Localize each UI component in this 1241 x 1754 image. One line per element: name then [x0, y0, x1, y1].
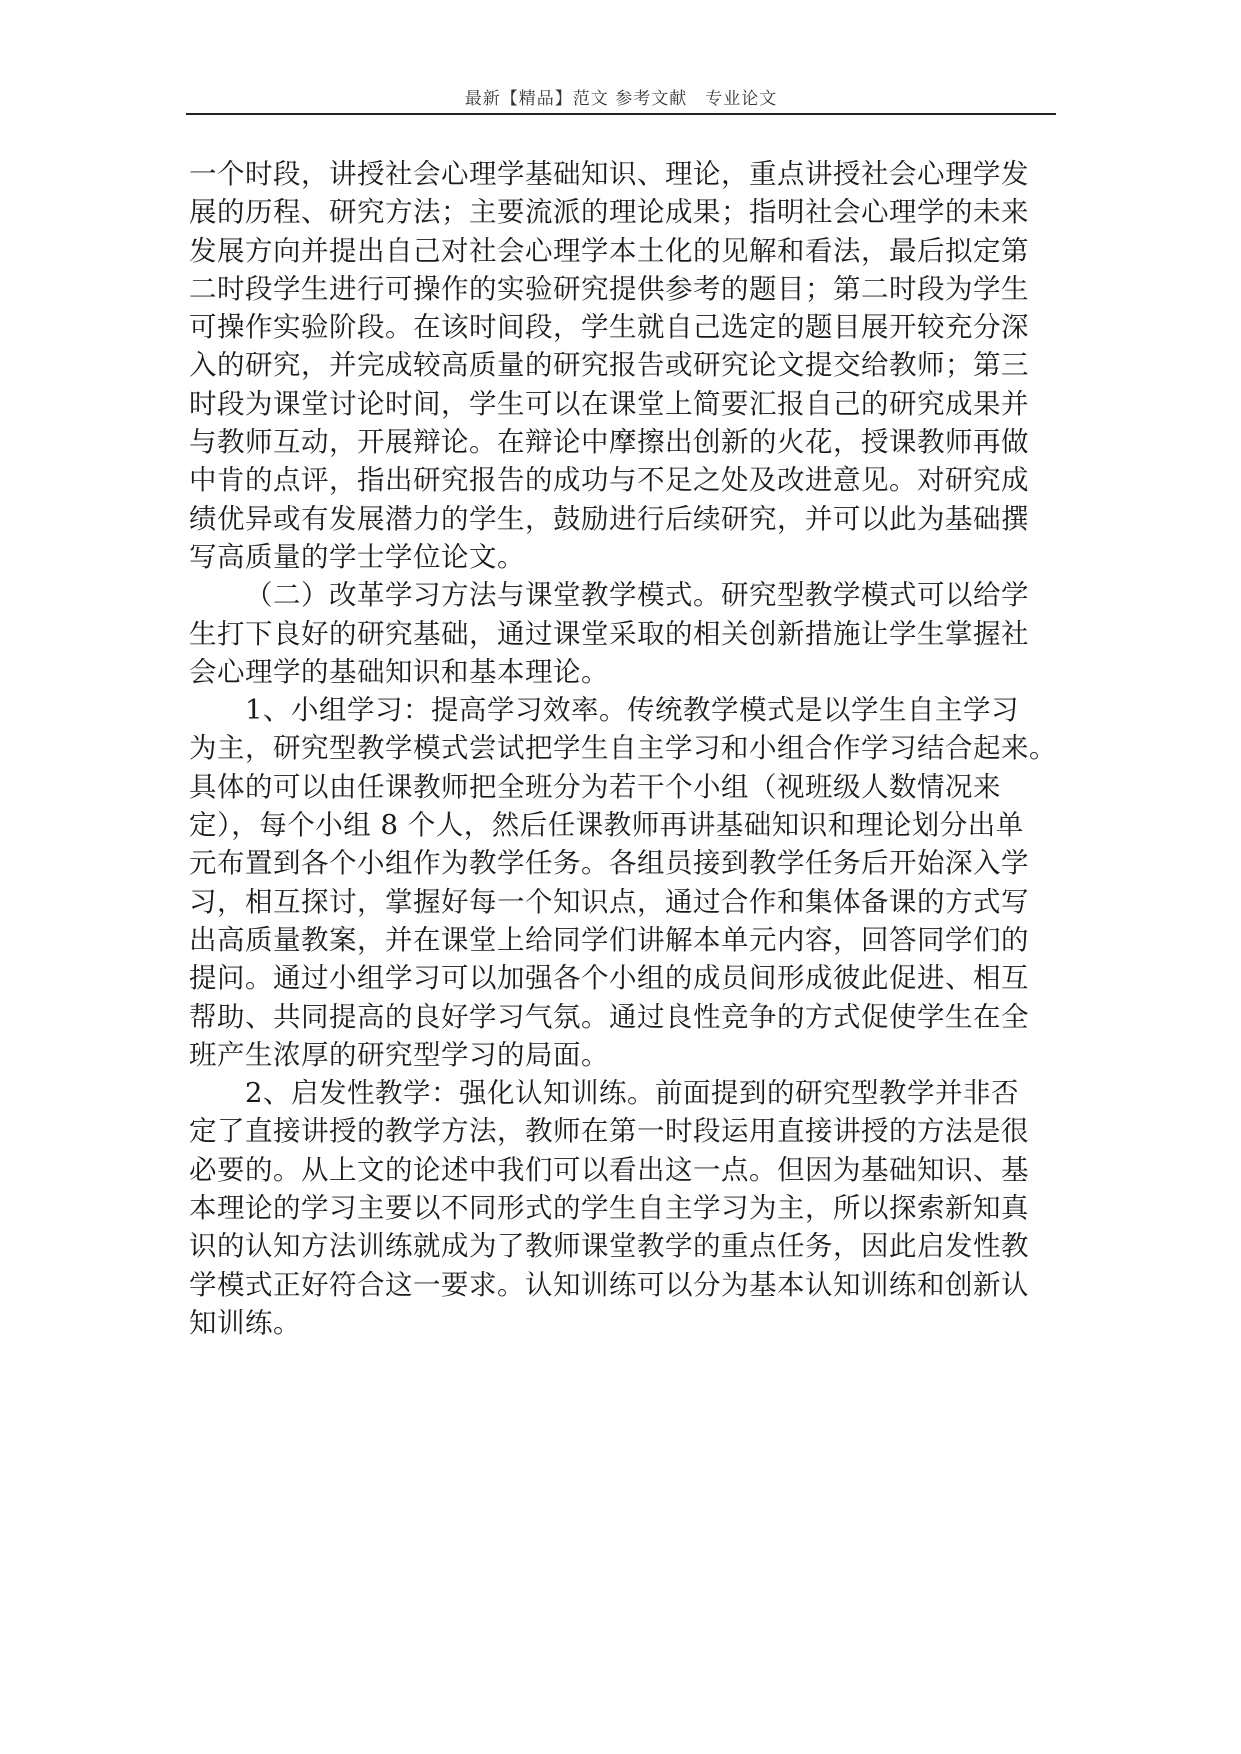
text-line: 元布置到各个小组作为教学任务。各组员接到教学任务后开始深入学 [189, 847, 1029, 880]
text-line: 定了直接讲授的教学方法，教师在第一时段运用直接讲授的方法是很 [189, 1115, 1029, 1148]
text-line: 知训练。 [189, 1306, 301, 1339]
text-line: 必要的。从上文的论述中我们可以看出这一点。但因为基础知识、基 [189, 1153, 1029, 1186]
page-header: 最新【精品】范文 参考文献 专业论文 [464, 89, 778, 109]
text-line: 绩优异或有发展潜力的学生，鼓励进行后续研究，并可以此为基础撰 [189, 502, 1029, 535]
text-line: 本理论的学习主要以不同形式的学生自主学习为主，所以探索新知真 [189, 1192, 1029, 1225]
text-line: 会心理学的基础知识和基本理论。 [189, 655, 609, 688]
text-line: 时段为课堂讨论时间，学生可以在课堂上简要汇报自己的研究成果并 [189, 387, 1029, 420]
text-line: 为主，研究型教学模式尝试把学生自主学习和小组合作学习结合起来。 [189, 732, 1057, 765]
text-line: 具体的可以由任课教师把全班分为若干个小组（视班级人数情况来 [189, 770, 1001, 803]
text-line: 出高质量教案，并在课堂上给同学们讲解本单元内容，回答同学们的 [189, 923, 1029, 956]
text-line: 写高质量的学士学位论文。 [189, 540, 525, 573]
text-line: 识的认知方法训练就成为了教师课堂教学的重点任务，因此启发性教 [189, 1230, 1029, 1263]
text-line: 可操作实验阶段。在该时间段，学生就自己选定的题目展开较充分深 [189, 311, 1029, 344]
text-line: 班产生浓厚的研究型学习的局面。 [189, 1038, 609, 1071]
document-body [189, 155, 1057, 1342]
text-line: 习，相互探讨，掌握好每一个知识点，通过合作和集体备课的方式写 [189, 885, 1029, 918]
text-line: 一个时段，讲授社会心理学基础知识、理论，重点讲授社会心理学发 [189, 158, 1029, 190]
text-line: 二时段学生进行可操作的实验研究提供参考的题目；第二时段为学生 [189, 272, 1029, 305]
text-line: 中肯的点评，指出研究报告的成功与不足之处及改进意见。对研究成 [189, 464, 1029, 497]
text-line: 学模式正好符合这一要求。认知训练可以分为基本认知训练和创新认 [189, 1268, 1029, 1301]
text-line: 生打下良好的研究基础，通过课堂采取的相关创新措施让学生掌握社 [189, 617, 1029, 650]
section-heading-line: （二）改革学习方法与课堂教学模式。研究型教学模式可以给学 [245, 579, 1029, 612]
subsection-heading-line: 2、启发性教学：强化认知训练。前面提到的研究型教学并非否 [245, 1077, 1019, 1110]
text-line: 与教师互动，开展辩论。在辩论中摩擦出创新的火花，授课教师再做 [189, 426, 1029, 459]
text-line: 展的历程、研究方法；主要流派的理论成果；指明社会心理学的未来 [189, 196, 1029, 229]
text-line: 发展方向并提出自己对社会心理学本土化的见解和看法，最后拟定第 [189, 234, 1029, 267]
text-line: 提问。通过小组学习可以加强各个小组的成员间形成彼此促进、相互 [189, 962, 1029, 995]
header-divider [186, 113, 1056, 115]
subsection-heading-line: 1、小组学习：提高学习效率。传统教学模式是以学生自主学习 [245, 694, 1019, 727]
text-line: 入的研究，并完成较高质量的研究报告或研究论文提交给教师；第三 [189, 349, 1029, 382]
text-line: 帮助、共同提高的良好学习气氛。通过良性竞争的方式促使学生在全 [189, 1000, 1029, 1033]
text-line: 定），每个小组 8 个人，然后任课教师再讲基础知识和理论划分出单 [189, 809, 1024, 842]
